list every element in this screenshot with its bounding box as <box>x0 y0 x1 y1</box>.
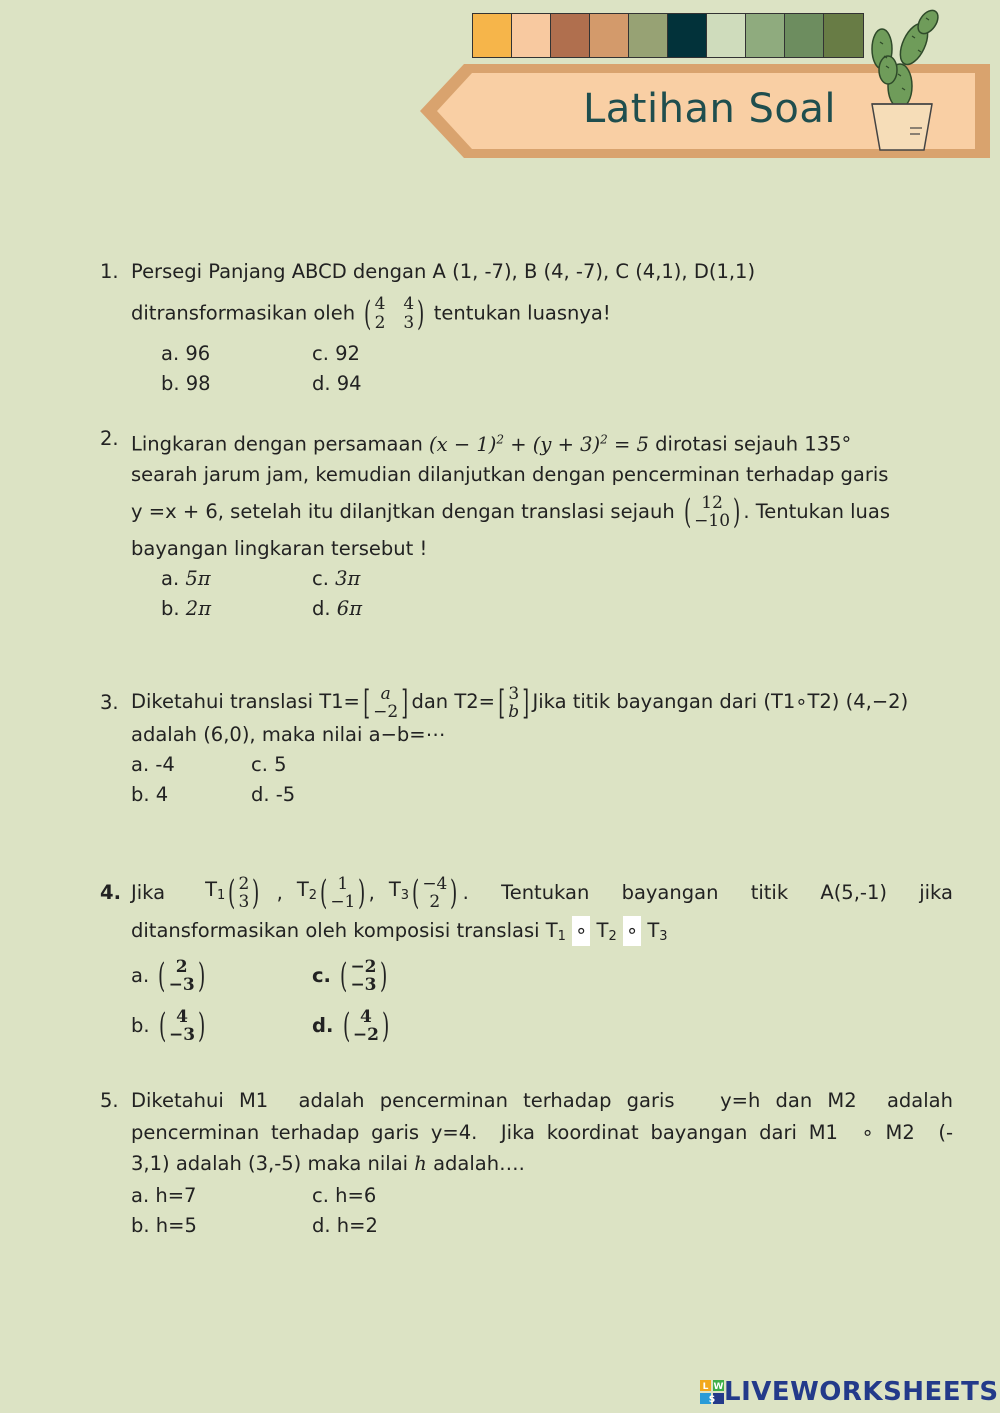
option-b[interactable]: b. ( 4 −3 ) <box>131 1006 206 1046</box>
option-b[interactable]: b. 2π <box>161 596 212 620</box>
matrix-cell: 3 <box>403 313 415 333</box>
composition-ring: ∘ <box>572 916 590 946</box>
option-a[interactable]: a. ( 2 −3 ) <box>131 956 205 996</box>
question-text-line <box>131 1148 953 1180</box>
question-text: dirotasi sejauh 135° <box>655 432 852 456</box>
option-c[interactable]: c. 92 <box>312 342 360 365</box>
palette-swatch <box>473 14 512 57</box>
question-number: 1. <box>100 260 119 283</box>
translation-label: $T_1$ <box>205 878 226 903</box>
question-text: adalah…. <box>433 1152 525 1175</box>
question-text: adalah (6,0), maka nilai a−b=⋯ <box>131 723 446 746</box>
question-text: Jika <box>131 881 166 904</box>
page-title: Latihan Soal <box>583 86 837 132</box>
question-text: Lingkaran dengan persamaan <box>131 432 423 456</box>
question-text: tentukan luasnya! <box>433 301 611 325</box>
question-text-line <box>131 295 955 333</box>
translation-vector: ( −4 2 ) <box>412 873 458 913</box>
translation-label: $T_2$ <box>296 878 318 903</box>
options-grid <box>131 958 955 1062</box>
liveworksheets-icon <box>700 1380 724 1404</box>
option-d[interactable]: d. 6π <box>312 596 363 620</box>
translation-vector: [ 3 b ] <box>498 682 530 723</box>
question-text: ditansformasikan oleh komposisi translasi T <box>131 919 558 942</box>
palette-swatch <box>746 14 785 57</box>
question-number: 4. <box>100 881 121 904</box>
vector-cell: 12 <box>701 493 723 513</box>
option-d[interactable]: d. h=2 <box>312 1213 378 1237</box>
translation-label: $T_3$ <box>388 878 410 903</box>
option-c[interactable]: c. 3π <box>312 566 361 590</box>
separator: , <box>276 881 283 904</box>
palette-swatch <box>512 14 551 57</box>
question-text: . Tentukan bayangan titik A(5,-1) jika <box>462 881 953 904</box>
option-d[interactable]: d. -5 <box>251 783 296 806</box>
brand-name: LIVEWORKSHEETS <box>724 1377 999 1407</box>
question-4 <box>100 870 955 1062</box>
svg-text:L: L <box>702 1382 709 1392</box>
separator: , <box>368 881 375 904</box>
option-c[interactable]: c. h=6 <box>312 1183 377 1207</box>
svg-text:W: W <box>713 1382 724 1392</box>
matrix-cell: 2 <box>374 313 386 333</box>
option-a[interactable]: a. -4 <box>131 753 175 776</box>
question-2 <box>100 424 955 624</box>
question-number: 5. <box>100 1089 119 1112</box>
equation: $(x - 1)^2 + (y + 3)^2 = 5$ <box>429 432 649 456</box>
palette-swatch <box>551 14 590 57</box>
question-text: ditransformasikan oleh <box>131 301 356 325</box>
option-b[interactable]: b. 4 <box>131 783 169 806</box>
translation-vector: ( 1 −1 ) <box>320 873 366 913</box>
translation-vector: ( 2 3 ) <box>228 873 260 913</box>
question-text: dan T2= <box>411 690 496 713</box>
question-text: bayangan lingkaran tersebut ! <box>131 536 428 560</box>
transformation-matrix: ( 4 4 2 3 ) <box>364 294 425 334</box>
palette-swatch <box>824 14 863 57</box>
palette-swatch <box>668 14 707 57</box>
option-d[interactable]: d. 94 <box>312 372 362 395</box>
translation-vector: [ a −2 ] <box>363 682 409 723</box>
question-3 <box>100 680 955 810</box>
vector-cell: −10 <box>694 511 731 531</box>
translation-vector: ( 12 −10 ) <box>683 492 741 532</box>
question-5 <box>100 1085 955 1240</box>
question-text: Diketahui translasi T1= <box>131 690 360 713</box>
cactus-pot-icon <box>862 4 952 154</box>
question-text: . Tentukan luas <box>743 499 891 523</box>
option-c[interactable]: c. ( −2 −3 ) <box>312 956 387 996</box>
option-a[interactable]: a. h=7 <box>131 1183 197 1207</box>
palette-swatch <box>785 14 824 57</box>
question-text: Diketahui M1 adalah pencerminan terhadap garis y=h dan M2 adalah <box>131 1089 953 1112</box>
question-text: 3,1) adalah (3,-5) maka nilai <box>131 1152 409 1175</box>
palette-swatch <box>707 14 746 57</box>
liveworksheets-logo[interactable] <box>700 1377 999 1407</box>
palette-swatch <box>629 14 668 57</box>
svg-text:S: S <box>708 1395 716 1404</box>
question-text-line <box>131 424 955 460</box>
question-text: Persegi Panjang ABCD dengan A (1, -7), B (4, -7), C (4,1), D(1,1) <box>131 260 756 283</box>
variable: h <box>414 1152 427 1175</box>
question-text: pencerminan terhadap garis y=4. Jika koordinat bayangan dari M1 ∘ M2 (- <box>131 1120 953 1144</box>
option-a[interactable]: a. 96 <box>161 342 211 365</box>
composition-ring: ∘ <box>623 916 641 946</box>
option-a[interactable]: a. 5π <box>161 566 211 590</box>
option-c[interactable]: c. 5 <box>251 753 287 776</box>
question-number: 2. <box>100 427 119 450</box>
matrix-cell: 4 <box>403 294 415 314</box>
palette-swatch <box>590 14 629 57</box>
question-text-line <box>131 490 955 534</box>
question-text-line <box>131 680 955 724</box>
option-b[interactable]: b. h=5 <box>131 1213 197 1237</box>
question-1 <box>100 257 955 399</box>
question-text-line: ditansformasikan oleh komposisi translasi $T_1$ ∘ $T_2$ ∘ $T_3$ <box>131 916 955 952</box>
question-text: searah jarum jam, kemudian dilanjutkan dengan pencerminan terhadap garis <box>131 462 889 486</box>
question-text: Jika titik bayangan dari (T1∘T2) (4,−2) <box>532 690 909 713</box>
question-text: y =x + 6, setelah itu dilanjtkan dengan translasi sejauh <box>131 499 675 523</box>
matrix-cell: 4 <box>374 294 386 314</box>
question-text-line <box>131 870 953 916</box>
color-palette <box>472 13 864 58</box>
option-b[interactable]: b. 98 <box>161 372 211 395</box>
option-d[interactable]: d. ( 4 −2 ) <box>312 1006 390 1046</box>
question-number: 3. <box>100 691 119 714</box>
